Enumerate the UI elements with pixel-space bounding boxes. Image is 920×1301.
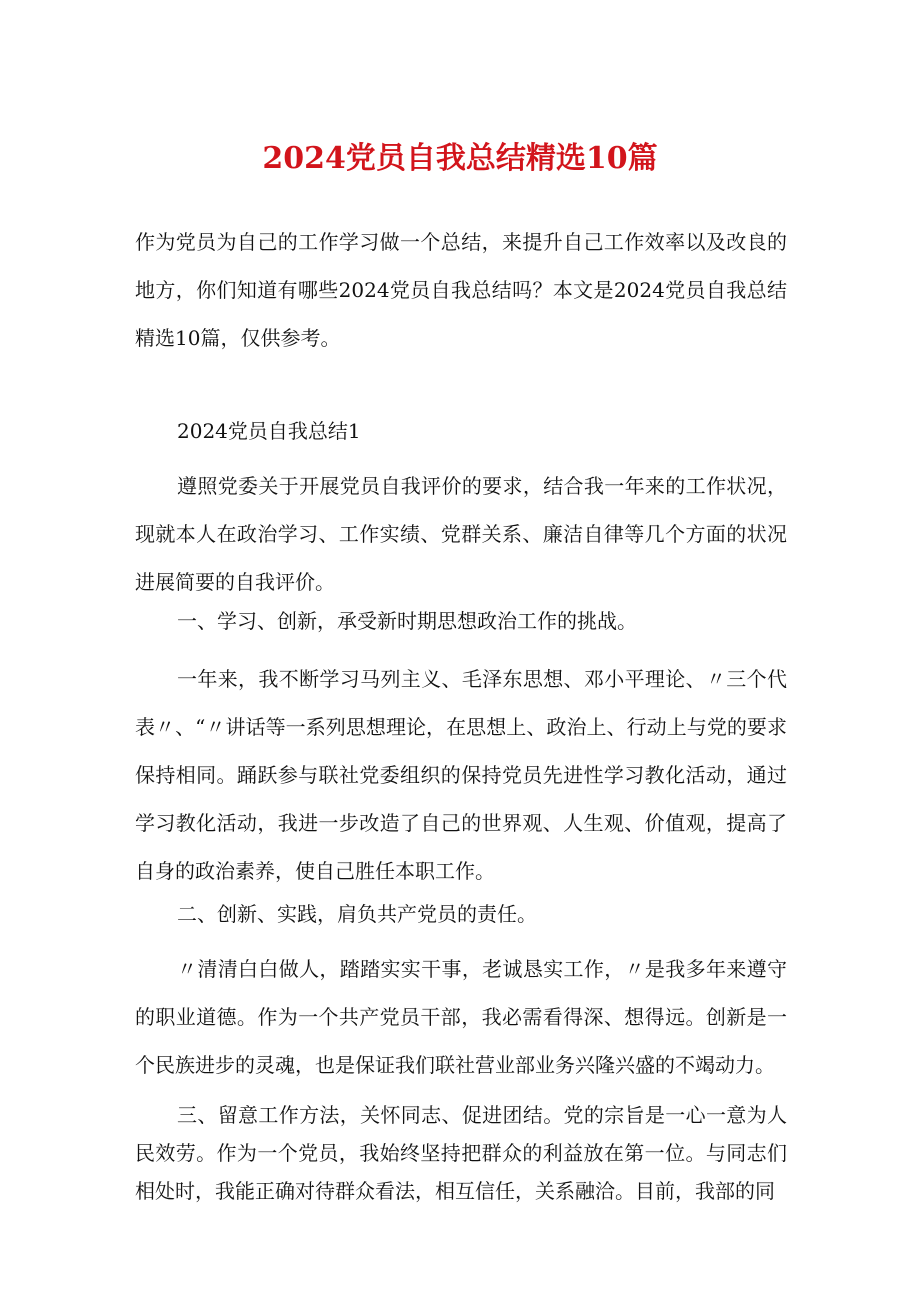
document-title: 2024党员自我总结精选10篇 (262, 141, 658, 176)
body-paragraph: 〃清清白白做人，踏踏实实干事，老诚恳实工作，〃是我多年来遵守的职业道德。作为一个共产党员干部，我必需看得深、想得远。创新是一个民族进步的灵魂，也是保证我们联社营业部业务兴隆兴盛的不竭动力。 (135, 957, 787, 1077)
body-paragraph: 遵照党委关于开展党员自我评价的要求，结合我一年来的工作状况，现就本人在政治学习、工作实绩、党群关系、廉洁自律等几个方面的状况进展简要的自我评价。 (135, 474, 787, 594)
body-paragraph: 一年来，我不断学习马列主义、毛泽东思想、邓小平理论、〃三个代表〃、“〃讲话等一系列思想理论，在思想上、政治上、行动上与党的要求保持相同。踊跃参与联社党委组织的保持党员先进性学习教化活动，通过学习教化活动，我进一步改造了自己的世界观、人生观、价值观，提高了自身的政治素养，使自己胜任本职工作。 (135, 667, 787, 883)
body-paragraph: 三、留意工作方法，关怀同志、促进团结。党的宗旨是一心一意为人民效劳。作为一个党员，我始终坚持把群众的利益放在第一位。与同志们相处时，我能正确对待群众看法，相互信任，关系融洽。目前，我部的同 (135, 1103, 787, 1203)
section-heading: 2024党员自我总结1 (177, 419, 361, 443)
body-paragraph: 一、学习、创新，承受新时期思想政治工作的挑战。 (177, 609, 637, 633)
intro-paragraph: 作为党员为自己的工作学习做一个总结，来提升自己工作效率以及改良的地方，你们知道有哪些2024党员自我总结吗？本文是2024党员自我总结精选10篇，仅供参考。 (135, 230, 787, 350)
body-paragraph: 二、创新、实践，肩负共产党员的责任。 (177, 902, 537, 926)
